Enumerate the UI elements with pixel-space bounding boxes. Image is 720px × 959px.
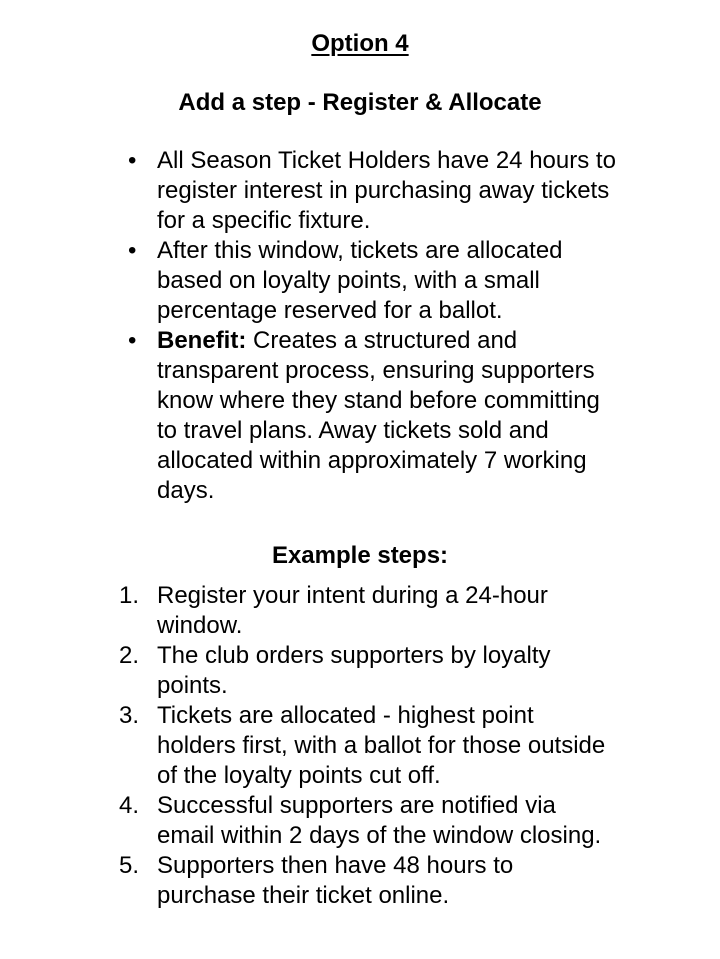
bullet-text: All Season Ticket Holders have 24 hours to register interest in purchasing away tickets for a specific fixture.	[157, 147, 616, 234]
step-item	[0, 581, 607, 641]
bullet-item	[0, 326, 617, 506]
step-item	[0, 701, 607, 791]
bullet-icon: •	[128, 237, 137, 264]
bullet-item	[0, 236, 617, 326]
bullet-icon: •	[128, 327, 137, 354]
benefit-label: Benefit:	[157, 327, 247, 354]
bullet-text: After this window, tickets are allocated based on loyalty points, with a small percentage reserved for a ballot.	[157, 237, 563, 324]
step-number: 3.	[119, 702, 140, 729]
step-number: 4.	[119, 792, 140, 819]
bullet-text: Creates a structured and transparent process, ensuring supporters know where they stand before committing to travel plans. Away tickets sold and allocated within approximately 7 working days.	[157, 327, 600, 504]
step-number: 1.	[119, 582, 140, 609]
step-number: 5.	[119, 852, 140, 879]
bullet-list	[0, 146, 720, 506]
step-item	[0, 641, 607, 701]
step-text: Register your intent during a 24-hour window.	[157, 582, 548, 639]
step-text: Tickets are allocated - highest point holders first, with a ballot for those outside of the loyalty points cut off.	[157, 702, 606, 789]
page-title: Option 4	[311, 30, 409, 57]
step-item	[0, 791, 607, 851]
step-text: The club orders supporters by loyalty points.	[157, 642, 551, 699]
step-text: Successful supporters are notified via email within 2 days of the window closing.	[157, 792, 602, 849]
bullet-item	[0, 146, 617, 236]
page-subtitle: Add a step - Register & Allocate	[178, 89, 542, 116]
steps-list	[0, 581, 720, 911]
step-number: 2.	[119, 642, 140, 669]
step-text: Supporters then have 48 hours to purchase their ticket online.	[157, 852, 514, 909]
step-item	[0, 851, 607, 911]
bullet-icon: •	[128, 147, 137, 174]
steps-heading: Example steps:	[271, 542, 449, 569]
